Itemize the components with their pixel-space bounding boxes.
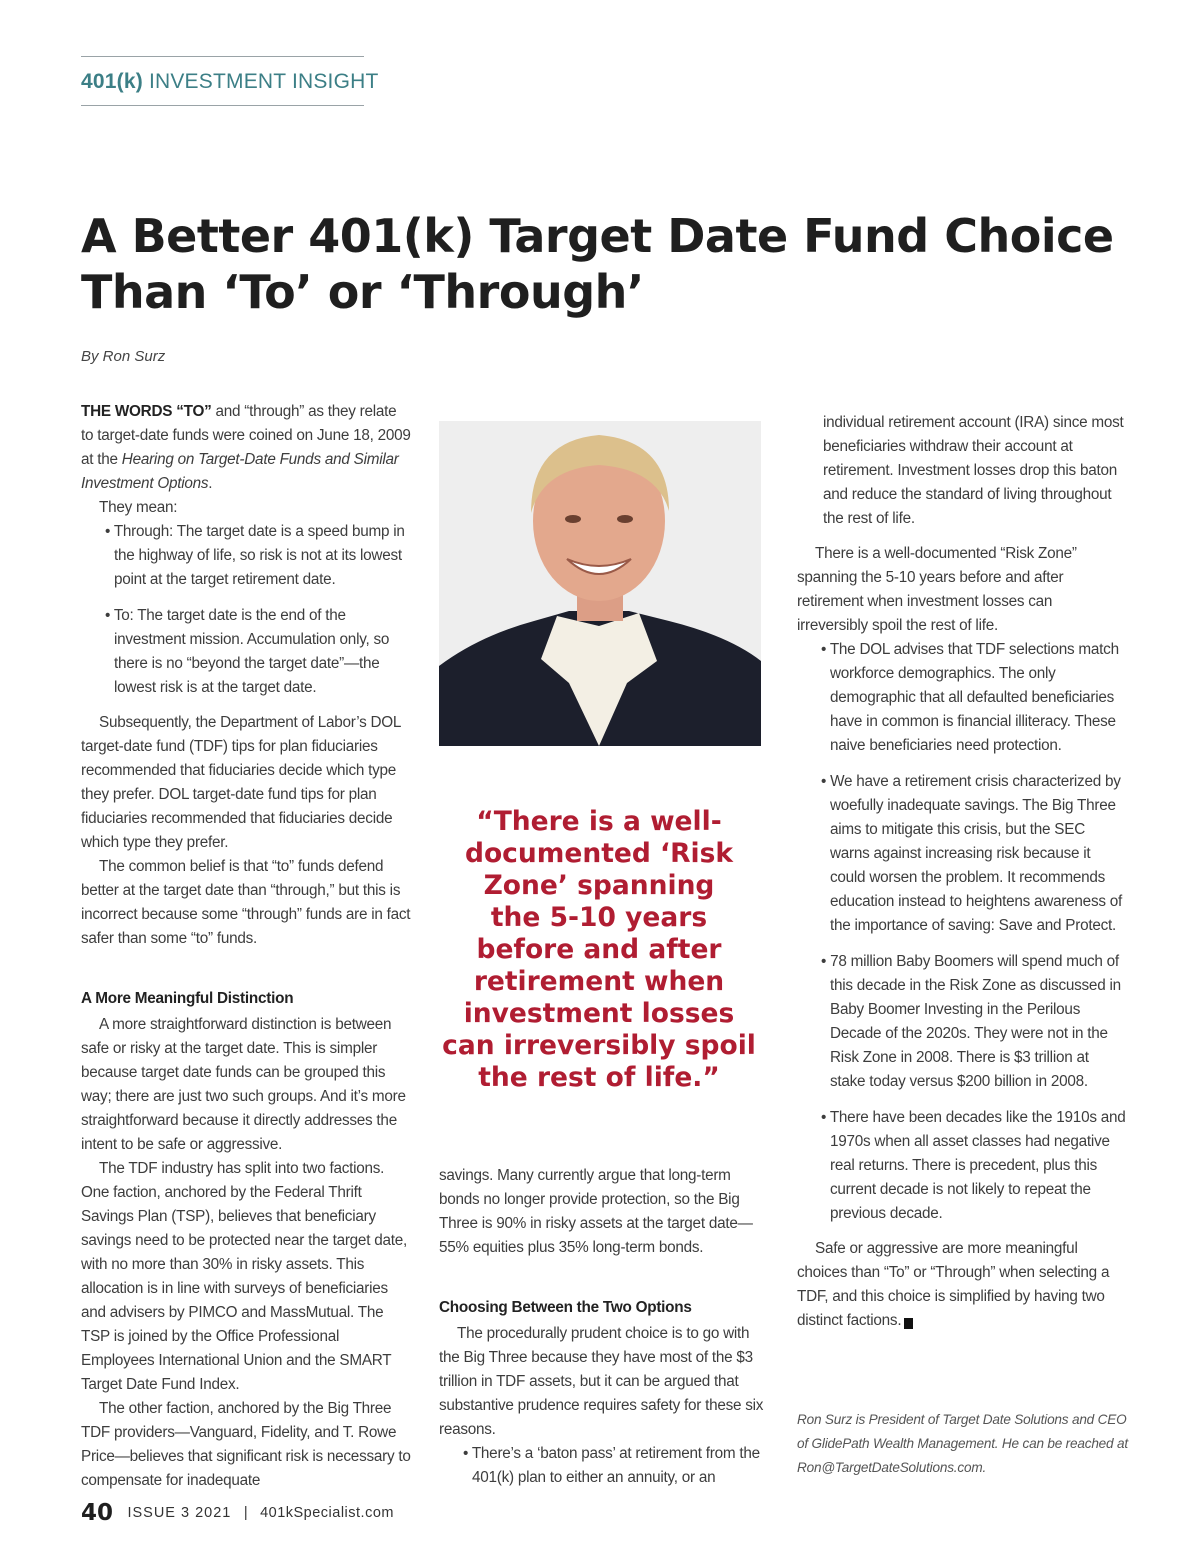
quote-line: retirement when: [473, 966, 725, 997]
column-right: [797, 411, 1127, 1333]
paragraph: The procedurally prudent choice is to go with the Big Three because they have most of the $3 trillion in TDF assets, but it can be argued that substantive prudence requires safety for these six reasons.: [439, 1325, 764, 1438]
lead-in: THE WORDS “TO”: [81, 403, 212, 420]
paragraph: Subsequently, the Department of Labor’s DOL target-date fund (TDF) tips for plan fiduciaries recommended that fiduciaries decide which type they prefer. DOL target-date fund tips for plan fiduciaries recommended that fiduciaries decide which type they prefer.: [81, 714, 401, 851]
hearing-title: Hearing on Target-Date Funds and Similar Investment Options: [81, 451, 399, 492]
quote-line: before and after: [476, 934, 722, 965]
bullet-baby-boomers: • 78 million Baby Boomers will spend much of this decade in the Risk Zone as discussed in Baby Boomer Investing in the Perilous Decade of the 2020s. They were not in the Risk Zone in 2008. There is $3 trillion at stake today versus $200 billion in 2008.: [821, 953, 1121, 1090]
intro-text: and “through” as they relate to target-date funds were coined on June 18, 2009 at the: [81, 403, 411, 468]
author-bio: Ron Surz is President of Target Date Solutions and CEO of GlidePath Wealth Management. He can be reached at Ron@TargetDateSolutions.com.: [797, 1412, 1128, 1475]
quote-line: the rest of life.”: [478, 1062, 720, 1093]
quote-line: the 5-10 years: [490, 902, 708, 933]
footer-separator: |: [243, 1505, 248, 1521]
column-left: [81, 400, 411, 1493]
pull-quote: [436, 806, 762, 1094]
article-title: [81, 208, 1121, 320]
paragraph: There is a well-documented “Risk Zone” spanning the 5-10 years before and after retirement when investment losses can irreversibly spoil the rest of life.: [797, 545, 1077, 634]
end-mark-icon: K: [904, 1318, 913, 1329]
quote-line: documented ‘Risk: [465, 838, 733, 869]
intro-paragraph: [81, 400, 411, 496]
issue-label: ISSUE 3 2021: [127, 1505, 232, 1521]
quote-line: “There is a well-: [476, 806, 722, 837]
bullet-baton-pass: • There’s a ‘baton pass’ at retirement from the 401(k) plan to either an annuity, or an: [463, 1445, 760, 1486]
byline: By Ron Surz: [81, 348, 166, 365]
they-mean: They mean:: [99, 499, 178, 516]
website-link[interactable]: 401kSpecialist.com: [260, 1505, 394, 1521]
paragraph: The common belief is that “to” funds defend better at the target date than “through,” but this is incorrect because some “through” funds are in fact safer than some “to” funds.: [81, 858, 411, 947]
closing-paragraph: [797, 1237, 1127, 1333]
subheading: Choosing Between the Two Options: [439, 1299, 692, 1316]
section-label-bold: 401(k): [81, 70, 143, 93]
bullet-retirement-crisis: • We have a retirement crisis characterized by woefully inadequate savings. The Big Three aims to mitigate this crisis, but the SEC warns against increasing risk because it could worsen the problem. It recommends education instead to heightens awareness of the importance of saving: Save and Protect.: [821, 773, 1122, 934]
footer: [81, 1500, 394, 1530]
section-label: [81, 70, 379, 94]
intro-end: .: [208, 475, 213, 492]
title-line-1: A Better 401(k) Target Date Fund Choice: [81, 209, 1114, 263]
author-photo: [439, 421, 761, 746]
bullet-to: • To: The target date is the end of the investment mission. Accumulation only, so there is no “beyond the target date”—the lowest risk is at the target date.: [105, 607, 390, 696]
bullet-dol: • The DOL advises that TDF selections match workforce demographics. The only demographic that all defaulted beneficiaries have in common is financial illiteracy. These naive beneficiaries need protection.: [821, 641, 1119, 754]
page-number: 40: [81, 1500, 114, 1526]
paragraph: A more straightforward distinction is between safe or risky at the target date. This is simpler because target date funds can be grouped this way; there are just two such groups. And it’s more straightforward because it directly addresses the intent to be safe or aggressive.: [81, 1016, 406, 1153]
bullet-decades: • There have been decades like the 1910s and 1970s when all asset classes had negative real returns. There is precedent, plus this current decade is not likely to repeat the previous decade.: [821, 1109, 1126, 1222]
paragraph: savings. Many currently argue that long-term bonds no longer provide protection, so the Big Three is 90% in risky assets at the target date—55% equities plus 35% long-term bonds.: [439, 1167, 753, 1256]
subheading: A More Meaningful Distinction: [81, 990, 294, 1007]
bullet-continuation: individual retirement account (IRA) since most beneficiaries withdraw their account at retirement. Investment losses drop this baton and reduce the standard of living throughout the rest of life.: [823, 414, 1124, 527]
title-line-2: Than ‘To’ or ‘Through’: [81, 265, 644, 319]
closing-text: Safe or aggressive are more meaningful choices than “To” or “Through” when selecting a TDF, and this choice is simplified by having two distinct factions.: [797, 1240, 1110, 1329]
paragraph: The TDF industry has split into two factions. One faction, anchored by the Federal Thrift Savings Plan (TSP), believes that beneficiary savings need to be protected near the target date, with no more than 30% in risky assets. This allocation is in line with surveys of beneficiaries and advisers by PIMCO and MassMutual. The TSP is joined by the Office Professional Employees International Union and the SMART Target Date Fund Index.: [81, 1160, 407, 1393]
column-middle: [439, 1164, 769, 1490]
quote-line: Zone’ spanning: [483, 870, 715, 901]
bullet-through: • Through: The target date is a speed bump in the highway of life, so risk is not at its lowest point at the target retirement date.: [105, 523, 405, 588]
paragraph: The other faction, anchored by the Big Three TDF providers—Vanguard, Fidelity, and T. Rowe Price—believes that significant risk is necessary to compensate for inadequate: [81, 1400, 411, 1489]
section-header: [81, 56, 379, 106]
section-label-rest: INVESTMENT INSIGHT: [148, 70, 379, 93]
quote-line: can irreversibly spoil: [442, 1030, 756, 1061]
quote-line: investment losses: [463, 998, 735, 1029]
